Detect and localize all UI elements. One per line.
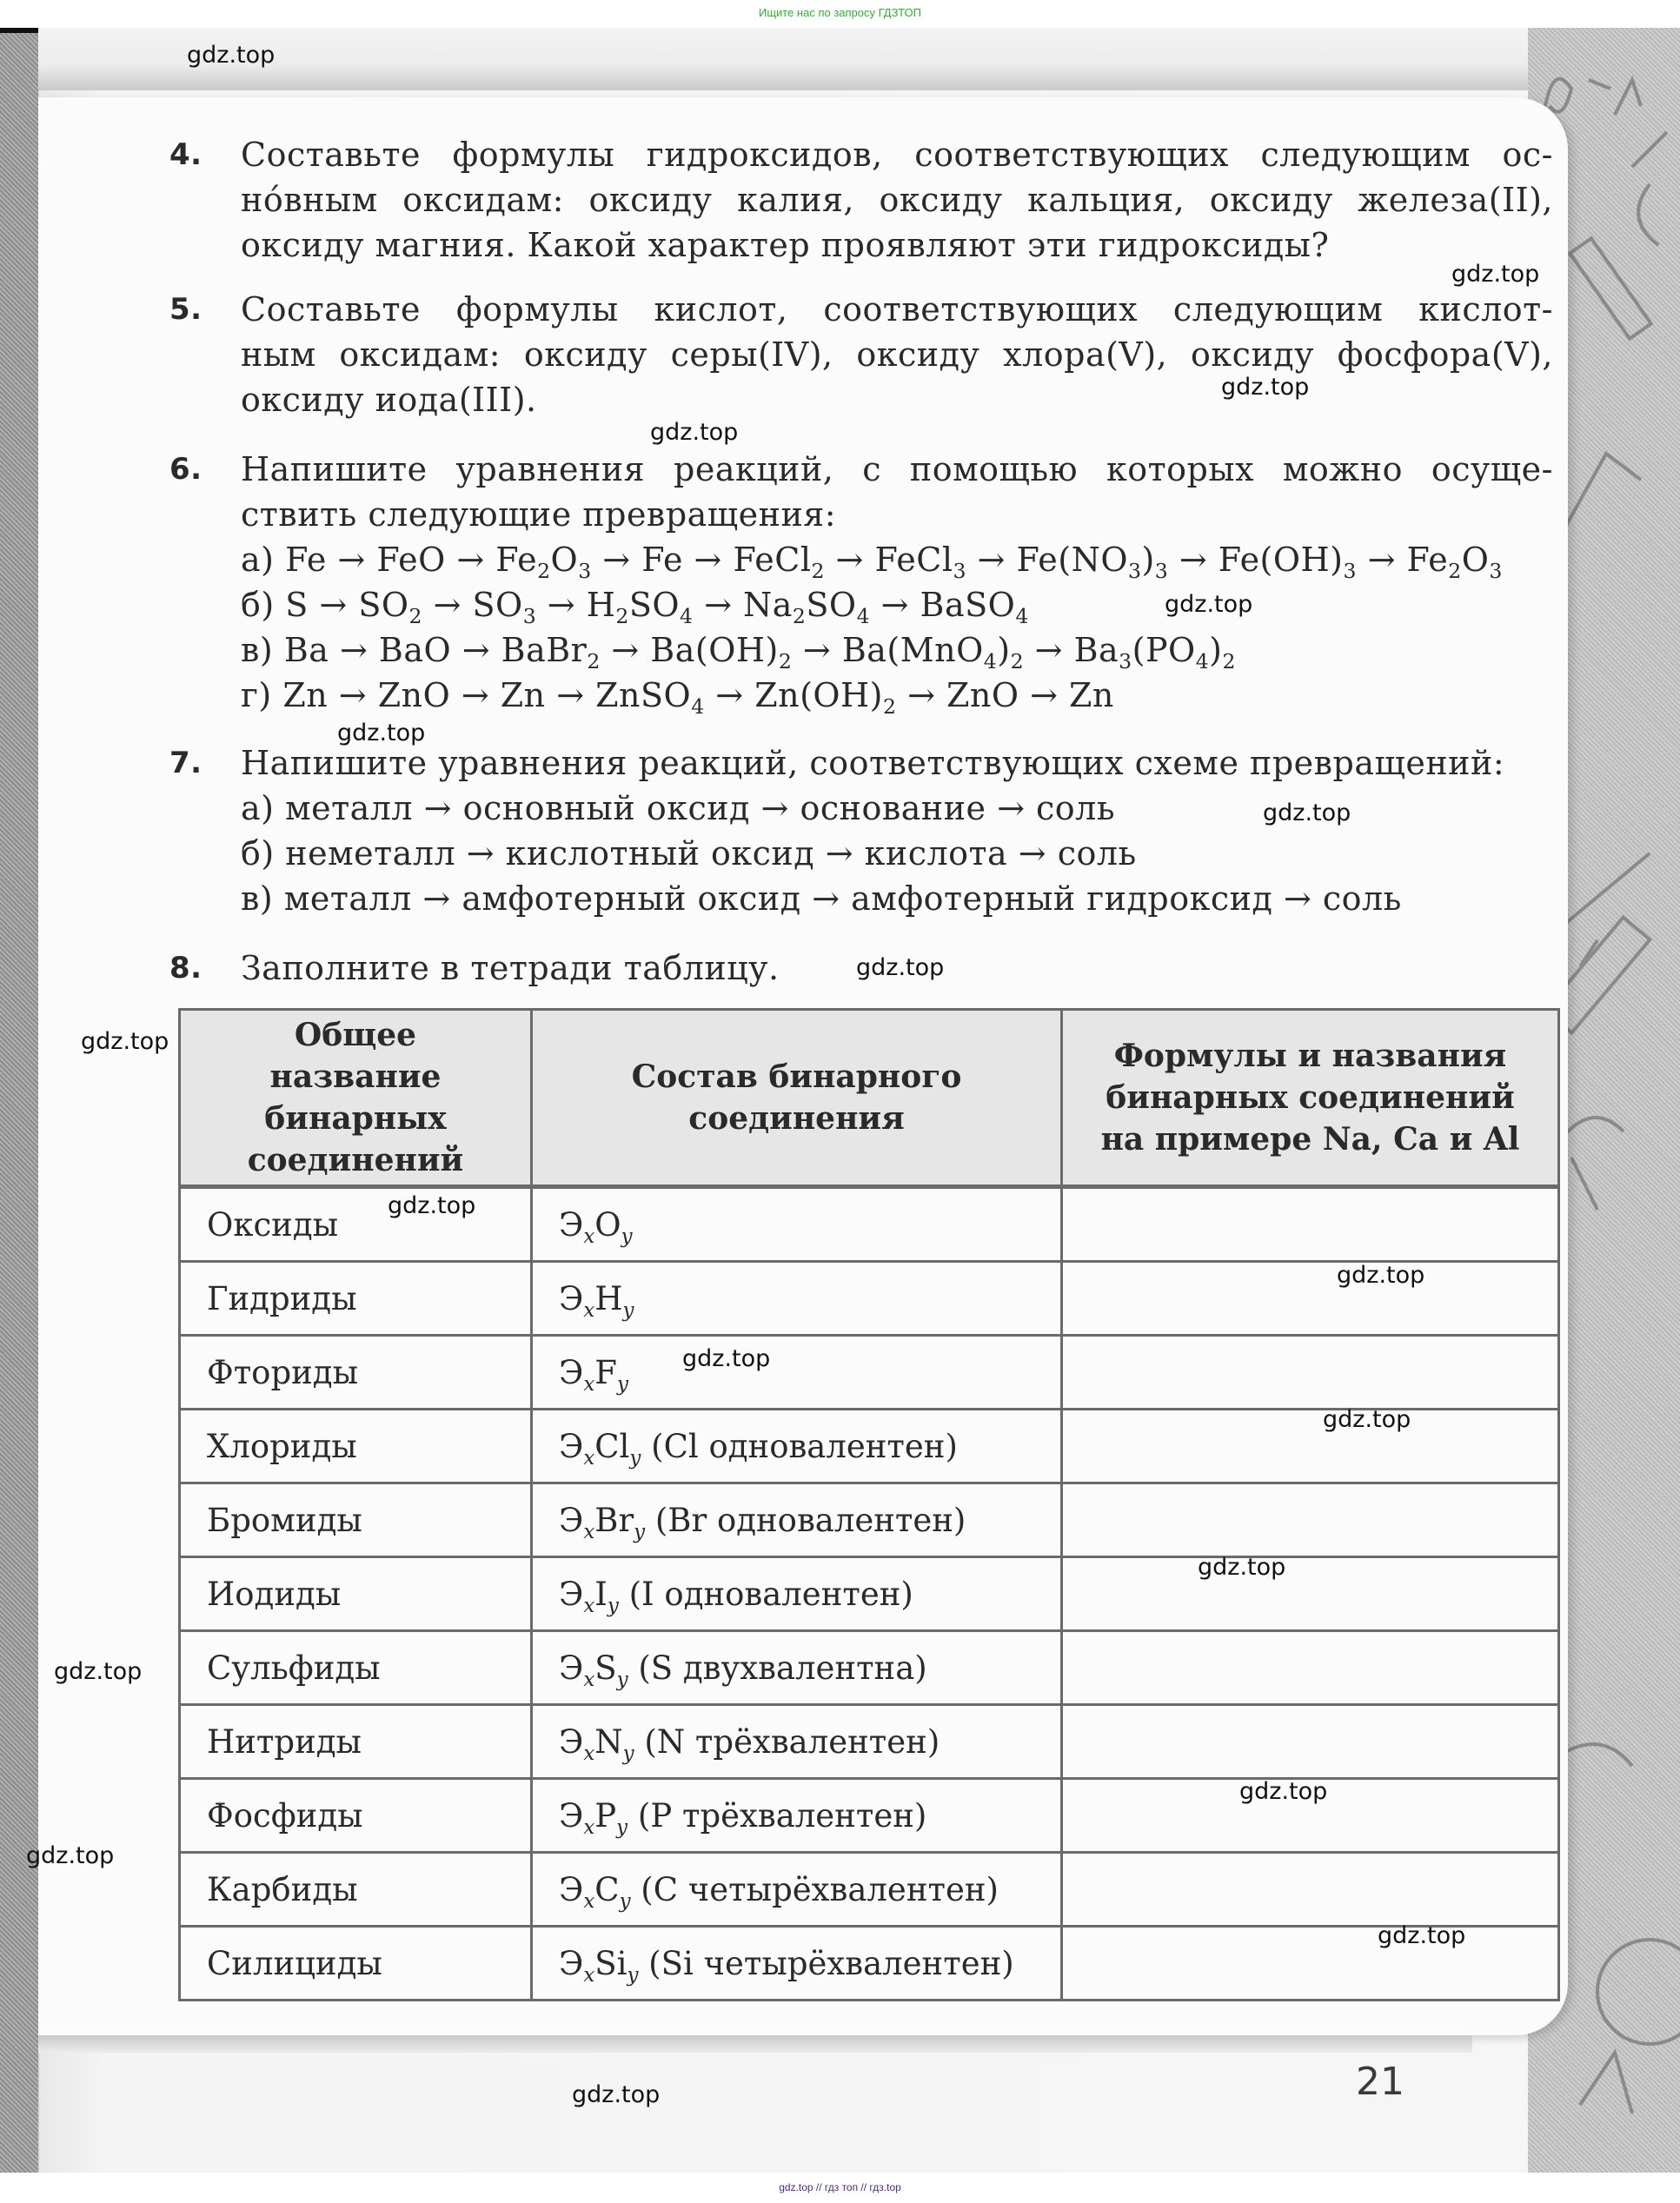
example-cell-empty: [1062, 1631, 1559, 1705]
item-label: в): [241, 879, 284, 918]
valence-note: (Si четырёхвалентен): [638, 1944, 1014, 1982]
table-row: [180, 1853, 1559, 1927]
chain-step: ZnO: [377, 676, 451, 714]
arrow-icon: →: [966, 541, 1017, 579]
watermark: gdz.top: [337, 720, 426, 746]
valence-note: (C четырёхвалентен): [630, 1870, 999, 1908]
chain-step: $SO_3$: [472, 586, 537, 629]
arrow-icon: →: [1356, 541, 1407, 579]
arrow-icon: →: [682, 541, 734, 579]
task-8: [169, 946, 780, 991]
arrow-icon: →: [422, 586, 473, 624]
task-number: 7.: [169, 746, 203, 780]
compound-composition: [532, 1631, 1062, 1705]
chain-step: Fe: [641, 541, 683, 579]
task-text-line: но́вным оксидам: оксиду калия, оксиду кальция, оксиду железа(II),: [241, 181, 1553, 219]
chain-step: FeO: [376, 541, 446, 579]
chain-3: [169, 673, 1553, 718]
arrow-icon: →: [600, 631, 651, 669]
example-cell-empty: [1062, 1187, 1559, 1262]
chain-step: металл: [285, 789, 414, 827]
compound-class-name: Иодиды: [180, 1557, 532, 1631]
watermark: gdz.top: [1239, 1778, 1328, 1805]
chain-1: [169, 582, 1553, 627]
task-text-line: Заполните в тетради таблицу.: [241, 949, 780, 987]
example-cell-empty: [1062, 1483, 1559, 1557]
arrow-icon: →: [1272, 879, 1323, 918]
chain-step: S: [285, 586, 309, 624]
compound-class-name: Оксиды: [180, 1187, 532, 1262]
task-text-line: Напишите уравнения реакций, соответствующих схеме превращений:: [241, 744, 1505, 782]
compound-composition: [532, 1557, 1062, 1631]
compound-class-name: Силициды: [180, 1927, 532, 2001]
chain-step: соль: [1057, 834, 1137, 873]
chain-step: металл: [283, 879, 412, 918]
task-text-line: ствить следующие превращения:: [241, 495, 837, 534]
arrow-icon: →: [455, 834, 506, 873]
task-7: [169, 740, 1504, 921]
chain-step: $Fe_2O_3$: [1406, 541, 1503, 584]
chain-step: $SO_2$: [358, 586, 423, 629]
watermark: gdz.top: [388, 1192, 476, 1219]
example-cell-empty: [1062, 1336, 1559, 1410]
general-formula: $Э_xSi_y$: [559, 1944, 639, 1987]
chain-2: [169, 627, 1553, 673]
arrow-icon: →: [308, 586, 359, 624]
compound-composition: [532, 1927, 1062, 2001]
scheme-2: [169, 876, 1504, 921]
compound-composition: [532, 1705, 1062, 1779]
watermark: gdz.top: [572, 2081, 661, 2108]
arrow-icon: →: [536, 586, 587, 624]
valence-note: (S двухвалентна): [628, 1649, 927, 1687]
compound-composition: [532, 1853, 1062, 1927]
task-text-line: Напишите уравнения реакций, с помощью которых можно осуще-: [241, 450, 1553, 488]
arrow-icon: →: [1024, 631, 1074, 669]
task-text-line: Составьте формулы кислот, соответствующих следующим кислот-: [241, 290, 1553, 328]
arrow-icon: →: [591, 541, 642, 579]
arrow-icon: →: [749, 789, 800, 827]
arrow-icon: →: [328, 676, 378, 714]
chain-step: BaO: [378, 631, 452, 669]
chain-step: основание: [800, 789, 986, 827]
watermark: gdz.top: [1165, 591, 1253, 618]
arrow-icon: →: [1007, 834, 1058, 873]
header-examples: Формулы и названия бинарных соединений на примере Na, Ca и Al: [1062, 1010, 1559, 1187]
table-header-row: [180, 1010, 1559, 1187]
chain-step: Zn: [1069, 676, 1114, 714]
chain-step: $H_2SO_4$: [586, 586, 694, 629]
header-general-name: Общее название бинарных соединений: [180, 1010, 532, 1187]
watermark: gdz.top: [1198, 1554, 1286, 1581]
task-text-line: оксиду иода(III).: [241, 381, 537, 419]
task-number: 5.: [169, 292, 203, 327]
compound-composition: [532, 1262, 1062, 1336]
example-cell-empty: [1062, 1927, 1559, 2001]
chain-step: $Fe_2O_3$: [495, 541, 592, 584]
item-label: б): [241, 834, 286, 873]
watermark: gdz.top: [650, 419, 739, 446]
table-row: [180, 1336, 1559, 1410]
general-formula: $Э_xN_y$: [559, 1722, 634, 1765]
task-5: [169, 287, 1553, 422]
compound-class-name: Гидриды: [180, 1262, 532, 1336]
arrow-icon: →: [411, 879, 462, 918]
scheme-1: [169, 831, 1504, 876]
task-number: 8.: [169, 951, 203, 985]
chain-step: амфотерный гидроксид: [851, 879, 1273, 918]
chain-step: $Ba_3(PO_4)_2$: [1073, 631, 1236, 674]
arrow-icon: →: [870, 586, 920, 624]
page-number: 21: [1356, 2060, 1404, 2104]
table-row: [180, 1483, 1559, 1557]
table-row: [180, 1927, 1559, 2001]
chain-step: $Ba(OH)_2$: [650, 631, 793, 674]
arrow-icon: →: [792, 631, 842, 669]
valence-note: (I одновалентен): [618, 1575, 913, 1613]
watermark: gdz.top: [54, 1658, 143, 1685]
chain-step: Zn: [282, 676, 329, 714]
compound-composition: [532, 1187, 1062, 1262]
chain-step: соль: [1322, 879, 1402, 918]
chain-0: [169, 537, 1553, 582]
chain-step: Zn: [500, 676, 546, 714]
valence-note: (P трёхвалентен): [628, 1796, 927, 1835]
bottom-banner[interactable]: gdz.top // гдз топ // гдз.top: [779, 2181, 901, 2193]
general-formula: $Э_xCl_y$: [559, 1427, 641, 1470]
chain-step: основный оксид: [462, 789, 750, 827]
general-formula: $Э_xP_y$: [559, 1796, 628, 1839]
arrow-icon: →: [1168, 541, 1218, 579]
chain-step: кислотный оксид: [505, 834, 815, 873]
chain-step: BaBr$_2$: [501, 631, 601, 674]
general-formula: $Э_xC_y$: [559, 1870, 631, 1913]
arrow-icon: →: [329, 631, 379, 669]
watermark: gdz.top: [1337, 1262, 1425, 1289]
watermark: gdz.top: [856, 954, 945, 981]
chain-step: FeCl$_3$: [874, 541, 966, 584]
chain-step: BaSO$_4$: [920, 586, 1029, 629]
example-cell-empty: [1062, 1557, 1559, 1631]
top-banner[interactable]: Ищите нас по запросу ГДЗТОП: [758, 6, 921, 19]
compound-class-name: Нитриды: [180, 1705, 532, 1779]
chain-step: $Fe(NO_3)_3$: [1016, 541, 1169, 584]
watermark: gdz.top: [1451, 261, 1540, 288]
compound-class-name: Хлориды: [180, 1410, 532, 1483]
arrow-icon: →: [704, 676, 755, 714]
compound-composition: [532, 1410, 1062, 1483]
compound-class-name: Сульфиды: [180, 1631, 532, 1705]
compound-composition: [532, 1336, 1062, 1410]
watermark: gdz.top: [26, 1842, 115, 1869]
chain-step: амфотерный оксид: [462, 879, 801, 918]
example-cell-empty: [1062, 1705, 1559, 1779]
chain-step: ZnO: [946, 676, 1019, 714]
watermark: gdz.top: [682, 1345, 771, 1372]
compound-composition: [532, 1779, 1062, 1853]
watermark: gdz.top: [1221, 374, 1310, 401]
general-formula: $Э_xBr_y$: [559, 1501, 646, 1543]
table-row: [180, 1779, 1559, 1853]
item-label: г): [241, 676, 283, 714]
general-formula: $Э_xS_y$: [559, 1649, 628, 1691]
arrow-icon: →: [896, 676, 946, 714]
header-composition: Состав бинарного соединения: [532, 1010, 1062, 1187]
reaction-chains: [169, 537, 1553, 718]
watermark: gdz.top: [1263, 800, 1351, 826]
watermark: gdz.top: [1323, 1406, 1411, 1433]
example-cell-empty: [1062, 1262, 1559, 1336]
arrow-icon: →: [451, 631, 501, 669]
task-text-line: оксиду магния. Какой характер проявляют эти гидроксиды?: [241, 226, 1330, 264]
task-number: 4.: [169, 137, 203, 172]
general-formula: $Э_xH_y$: [559, 1279, 634, 1322]
binary-compounds-table: [178, 1008, 1560, 2001]
general-formula: $Э_xI_y$: [559, 1575, 619, 1617]
chain-step: $Ba(MnO_4)_2$: [841, 631, 1025, 674]
item-label: а): [241, 789, 286, 827]
task-text-line: Составьте формулы гидроксидов, соответствующих следующим ос-: [241, 136, 1553, 174]
compound-class-name: Карбиды: [180, 1853, 532, 1927]
watermark: gdz.top: [187, 42, 276, 69]
arrow-icon: →: [824, 541, 875, 579]
watermark: gdz.top: [1378, 1922, 1466, 1949]
table-row: [180, 1187, 1559, 1262]
compound-class-name: Фториды: [180, 1336, 532, 1410]
arrow-icon: →: [693, 586, 743, 624]
arrow-icon: →: [413, 789, 463, 827]
table-row: [180, 1705, 1559, 1779]
arrow-icon: →: [1019, 676, 1070, 714]
table-row: [180, 1631, 1559, 1705]
task-text-line: ным оксидам: оксиду серы(IV), оксиду хлора(V), оксиду фосфора(V),: [241, 335, 1553, 374]
valence-note: (Cl одновалентен): [641, 1427, 958, 1465]
compound-class-name: Фосфиды: [180, 1779, 532, 1853]
chain-step: $Na_2SO_4$: [742, 586, 871, 629]
chain-step: $Zn(OH)_2$: [754, 676, 897, 720]
compound-composition: [532, 1483, 1062, 1557]
card-shadow: [38, 2035, 1472, 2053]
task-number: 6.: [169, 452, 203, 487]
item-label: б): [241, 586, 286, 624]
arrow-icon: →: [445, 541, 496, 579]
arrow-icon: →: [814, 834, 865, 873]
table-row: [180, 1557, 1559, 1631]
compound-class-name: Бромиды: [180, 1483, 532, 1557]
example-cell-empty: [1062, 1410, 1559, 1483]
chain-step: соль: [1036, 789, 1116, 827]
task-4: [169, 132, 1553, 268]
watermark: gdz.top: [81, 1028, 169, 1055]
chain-step: $Fe(OH)_3$: [1218, 541, 1357, 584]
chain-step: Fe: [285, 541, 327, 579]
arrow-icon: →: [986, 789, 1037, 827]
valence-note: (N трёхвалентен): [634, 1722, 940, 1761]
arrow-icon: →: [545, 676, 596, 714]
arrow-icon: →: [800, 879, 852, 918]
general-formula: $Э_xF_y$: [559, 1353, 628, 1396]
arrow-icon: →: [326, 541, 377, 579]
chain-step: FeCl$_2$: [733, 541, 825, 584]
general-formula: $Э_xO_y$: [559, 1205, 633, 1248]
chain-step: кислота: [864, 834, 1008, 873]
item-label: в): [241, 631, 284, 669]
example-cell-empty: [1062, 1853, 1559, 1927]
item-label: а): [241, 541, 286, 579]
valence-note: (Br одновалентен): [645, 1501, 966, 1539]
chain-step: ZnSO$_4$: [595, 676, 705, 720]
chain-step: Ba: [283, 631, 329, 669]
task-6: [169, 447, 1553, 718]
arrow-icon: →: [450, 676, 501, 714]
chain-step: неметалл: [285, 834, 456, 873]
